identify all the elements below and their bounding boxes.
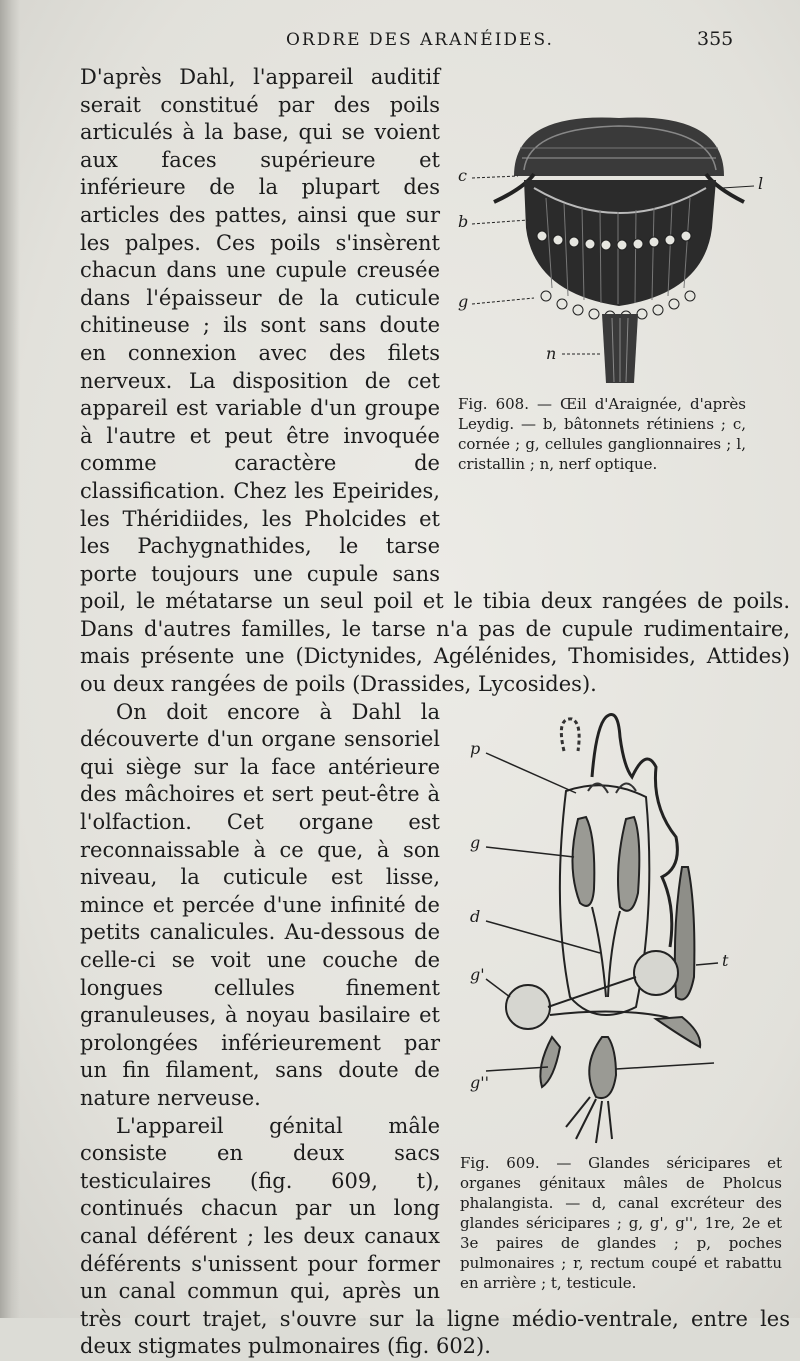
label-d: d [470,906,481,926]
body-text [80,64,790,1361]
page-header [0,28,800,58]
figure-608-caption: Fig. 608. — Œil d'Araignée, d'après Leydig. — b, bâtonnets rétiniens ; c, cornée ; g, cellules ganglionnaires ; l, cristallin ; n, nerf optique. [458,395,746,473]
glands-illustration [456,707,786,1147]
label-b: b [458,212,469,231]
running-title: ORDRE DES ARANÉIDES. [286,30,554,50]
label-g: g [458,292,469,311]
page-binding-shadow [0,0,20,1318]
label-p: p [470,738,481,758]
paragraph-3: L'appareil génital mâle consiste en deux sacs testiculaires (fig. 609, t), continués chacun par un long canal déférent ; les deux canaux déférents s'unissent pour former un canal commun qui, après un très court trajet, s'ouvre sur la ligne médio-ventrale, entre les deux stigmates pulmonaires (fig. 602). [80,1113,790,1359]
figure-608 [450,118,790,568]
figure-609 [452,707,790,1290]
paragraph-1: D'après Dahl, l'appareil auditif serait constitué par des poils articulés à la base, qui se voient aux faces supérieure et inférieure de la plupart des articles des pattes, ainsi que sur les palpes. Ces poils s'insèrent chacun dans une cupule creusée dans l'épaisseur de la cuticule chitineuse ; ils sont sans doute en connexion avec des filets nerveux. La disposition de cet appareil est variable d'un groupe à l'autre et peut être invoquée comme caractère de classification. Chez les Epeirides, les Théridiides, les Pholcides et les Pachygnathides, le tarse porte toujours une cupule sans poil, le métatarse un seul poil et le tibia deux rangées de poils. Dans d'autres familles, le tarse n'a pas de cupule rudimentaire, mais présente une (Dictynides, Agélénides, Thomisides, Attides) ou deux rangées de poils (Drassides, Lycosides). [80,65,790,697]
label-l: l [758,174,764,193]
label-c: c [458,166,467,185]
page-number: 355 [697,28,734,50]
paragraph-2: On doit encore à Dahl la découverte d'un organe sensoriel qui siège sur la face antérieure des mâchoires et sert peut-être à l'olfaction. Cet organe est reconnaissable à ce que, à son niveau, la cuticule est lisse, mince et percée d'une infinité de petits canalicules. Au-dessous de celle-ci se voit une couche de longues cellules finement granuleuses, à noyau basilaire et prolongées inférieurement par un fin filament, sans doute de nature nerveuse. [80,699,440,1110]
label-g: g [470,832,481,852]
figure-609-caption: Fig. 609. — Glandes séricipares et organes génitaux mâles de Pholcus phalangista. — d, canal excréteur des glandes séricipares ; g, g', g'', 1re, 2e et 3e paires de glandes ; p, poches pulmonaires ; r, rectum coupé et rabattu en arrière ; t, testicule. [460,1153,782,1292]
label-g-prime: g' [470,964,485,984]
label-g-double-prime: g'' [470,1072,490,1092]
label-n: n [546,344,557,363]
eye-illustration [454,118,784,383]
label-t: t [722,950,729,970]
